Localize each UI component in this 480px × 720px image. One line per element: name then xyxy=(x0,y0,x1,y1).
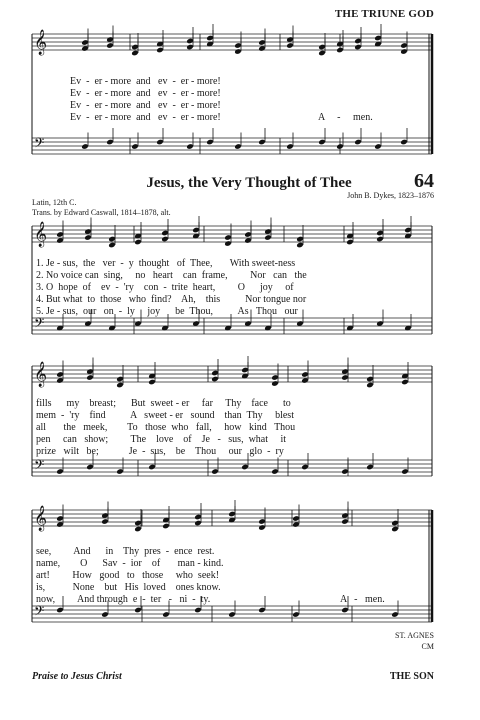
footer-category: Praise to Jesus Christ xyxy=(32,671,122,682)
svg-text:𝄞: 𝄞 xyxy=(34,362,48,387)
svg-text:𝄞: 𝄞 xyxy=(34,506,48,531)
svg-text:𝄢: 𝄢 xyxy=(34,603,45,622)
svg-text:𝄢: 𝄢 xyxy=(34,457,45,476)
lyric-line: 4. But what to those who find? Ah, this Nor tongue nor xyxy=(36,294,307,305)
lyric-line: 3. O hope of ev - 'ry con - trite heart, O joy of xyxy=(36,282,294,293)
lyric-line: pen can show; The love of Je - sus, what it xyxy=(36,434,287,445)
lyric-line: 1. Je - sus, the ver - y thought of Thee, With sweet-ness xyxy=(36,258,296,269)
lyric-line: art! How good to those who seek! xyxy=(36,570,220,581)
svg-text:𝄞: 𝄞 xyxy=(34,222,48,247)
lyric-line: Ev - er - more and ev - er - more! xyxy=(70,88,221,99)
amen-lyric: A - men. xyxy=(340,594,385,605)
lyric-line: prize wilt be; Je - sus, be Thou our glo - ry xyxy=(36,446,284,457)
lyric-line: fills my breast; But sweet - er far Thy face to xyxy=(36,398,291,409)
tune-meter: CM xyxy=(421,642,434,651)
lyric-line: mem - 'ry find A sweet - er sound than Thy blest xyxy=(36,410,294,421)
lyric-line: 2. No voice can sing, no heart can frame, Nor can the xyxy=(36,270,307,281)
text-credit: Latin, 12th C. xyxy=(32,198,77,207)
lyric-line: see, And in Thy pres - ence rest. xyxy=(36,546,215,557)
svg-text:𝄢: 𝄢 xyxy=(34,315,45,334)
lyric-line: Ev - er - more and ev - er - more! xyxy=(70,112,221,123)
svg-text:𝄞: 𝄞 xyxy=(34,30,48,55)
svg-text:𝄢: 𝄢 xyxy=(34,135,45,154)
lyric-line: all the meek, To those who fall, how kind Thou xyxy=(36,422,296,433)
tune-name: ST. AGNES xyxy=(395,631,434,640)
lyric-line: 5. Je - sus, our on - ly joy be Thou, As Thou our xyxy=(36,306,298,317)
lyric-line: is, None but His loved ones know. xyxy=(36,582,221,593)
section-title: THE TRIUNE GOD xyxy=(334,8,434,20)
lyric-line: name, O Sav - ior of man - kind. xyxy=(36,558,224,569)
amen-lyric: A - men. xyxy=(318,112,373,123)
hymn-number: 64 xyxy=(414,170,434,192)
translation-credit: Trans. by Edward Caswall, 1814–1878, alt. xyxy=(32,208,171,217)
lyric-line: now, And through e - ter - ni - ty. xyxy=(36,594,211,605)
lyric-line: Ev - er - more and ev - er - more! xyxy=(70,100,221,111)
lyric-line: Ev - er - more and ev - er - more! xyxy=(70,76,221,87)
footer-section: THE SON xyxy=(389,671,434,682)
music-credit: John B. Dykes, 1823–1876 xyxy=(347,191,434,200)
hymn-title: Jesus, the Very Thought of Thee xyxy=(146,175,352,191)
